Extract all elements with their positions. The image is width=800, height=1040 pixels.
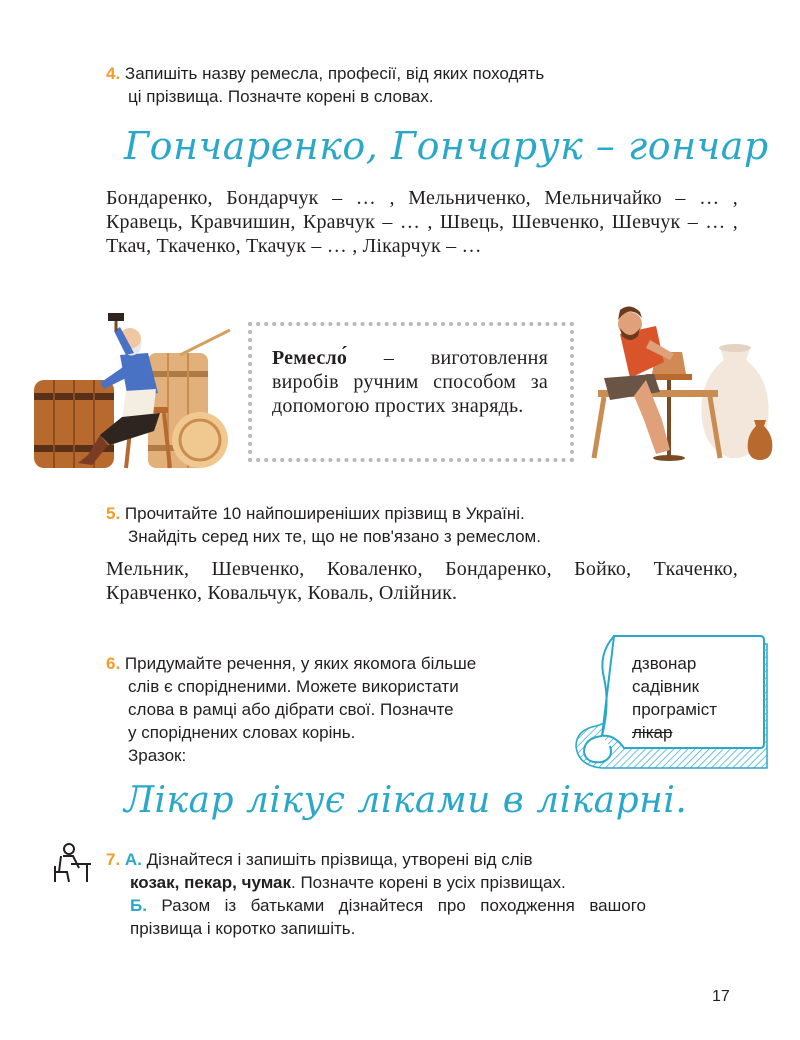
task-7-part-a-text2: . Позначте корені в усіх прізвищах.: [291, 873, 566, 892]
task-7-instruction: [106, 848, 646, 940]
definition-term: Ремесло́: [272, 347, 348, 369]
task-7-part-b-letter: Б.: [130, 896, 147, 915]
task-7-part-a-bold: козак, пекар, чумак: [130, 873, 292, 892]
cooper-craftsman-illustration: [30, 295, 240, 470]
task-7-part-b-text: Разом із батьками дізнайтеся про походження вашого прізвища і коротко запишіть.: [130, 896, 646, 938]
definition-text: [272, 346, 548, 418]
task-6-sample-label: Зразок:: [128, 746, 187, 765]
definition-body: – виготовлення виробів ручним способом за допомогою простих знарядь.: [272, 347, 548, 417]
scroll-word-2: садівник: [632, 677, 700, 696]
task-6-number: 6.: [106, 654, 121, 673]
task-5-line2: Знайдіть серед них те, що не пов'язано з ремеслом.: [128, 527, 541, 546]
task-4-surnames: Бондаренко, Бондарчук – … , Мельниченко, Мельничайко – … , Кравець, Кравчишин, Кравчук – … , Швець, Шевченко, Шевчук – … , Ткач, Ткаченко, Ткачук – … , Лікарчук – …: [106, 187, 738, 257]
task-6-line4: у споріднених словах корінь.: [128, 723, 356, 742]
page-number: 17: [712, 988, 730, 1005]
scroll-word-list: [632, 652, 752, 744]
task-5-number: 5.: [106, 504, 121, 523]
potter-craftsman-illustration: [590, 300, 775, 462]
task-4-number: 4.: [106, 64, 121, 83]
task-5-surnames: Мельник, Шевченко, Коваленко, Бондаренко, Бойко, Ткаченко, Кравченко, Ковальчук, Коваль, Олійник.: [106, 558, 738, 604]
definition-box: [248, 322, 574, 462]
scroll-word-4: лікар: [632, 723, 673, 742]
scroll-word-3: програміст: [632, 700, 717, 719]
task-6-line1: Придумайте речення, у яких якомога більше: [124, 654, 477, 673]
task-4-instruction: [106, 62, 666, 108]
task-6-line2: слів є спорідненими. Можете використати: [128, 677, 459, 696]
task-6-instruction: [106, 652, 576, 767]
task-7-part-a-text1: Дізнайтеся і запишіть прізвища, утворені від слів: [141, 850, 533, 869]
task-6-handwriting: Лікар лікує ліками в лікарні.: [124, 780, 688, 821]
task-5-instruction: [106, 502, 666, 548]
task-5-line1: Прочитайте 10 найпоширеніших прізвищ в Україні.: [124, 504, 525, 523]
task-7-part-a-letter: А.: [124, 850, 142, 869]
task-4-line1: Запишіть назву ремесла, професії, від яких походять: [124, 64, 545, 83]
task-7-number: 7.: [106, 850, 121, 869]
task-6-line3: слова в рамці або дібрати свої. Позначте: [128, 700, 454, 719]
task-4-line2: ці прізвища. Позначте корені в словах.: [128, 87, 434, 106]
scroll-word-1: дзвонар: [632, 654, 697, 673]
task-4-handwriting: Гончаренко, Гончарук – гончар: [124, 124, 769, 168]
student-at-desk-icon: [53, 842, 93, 884]
